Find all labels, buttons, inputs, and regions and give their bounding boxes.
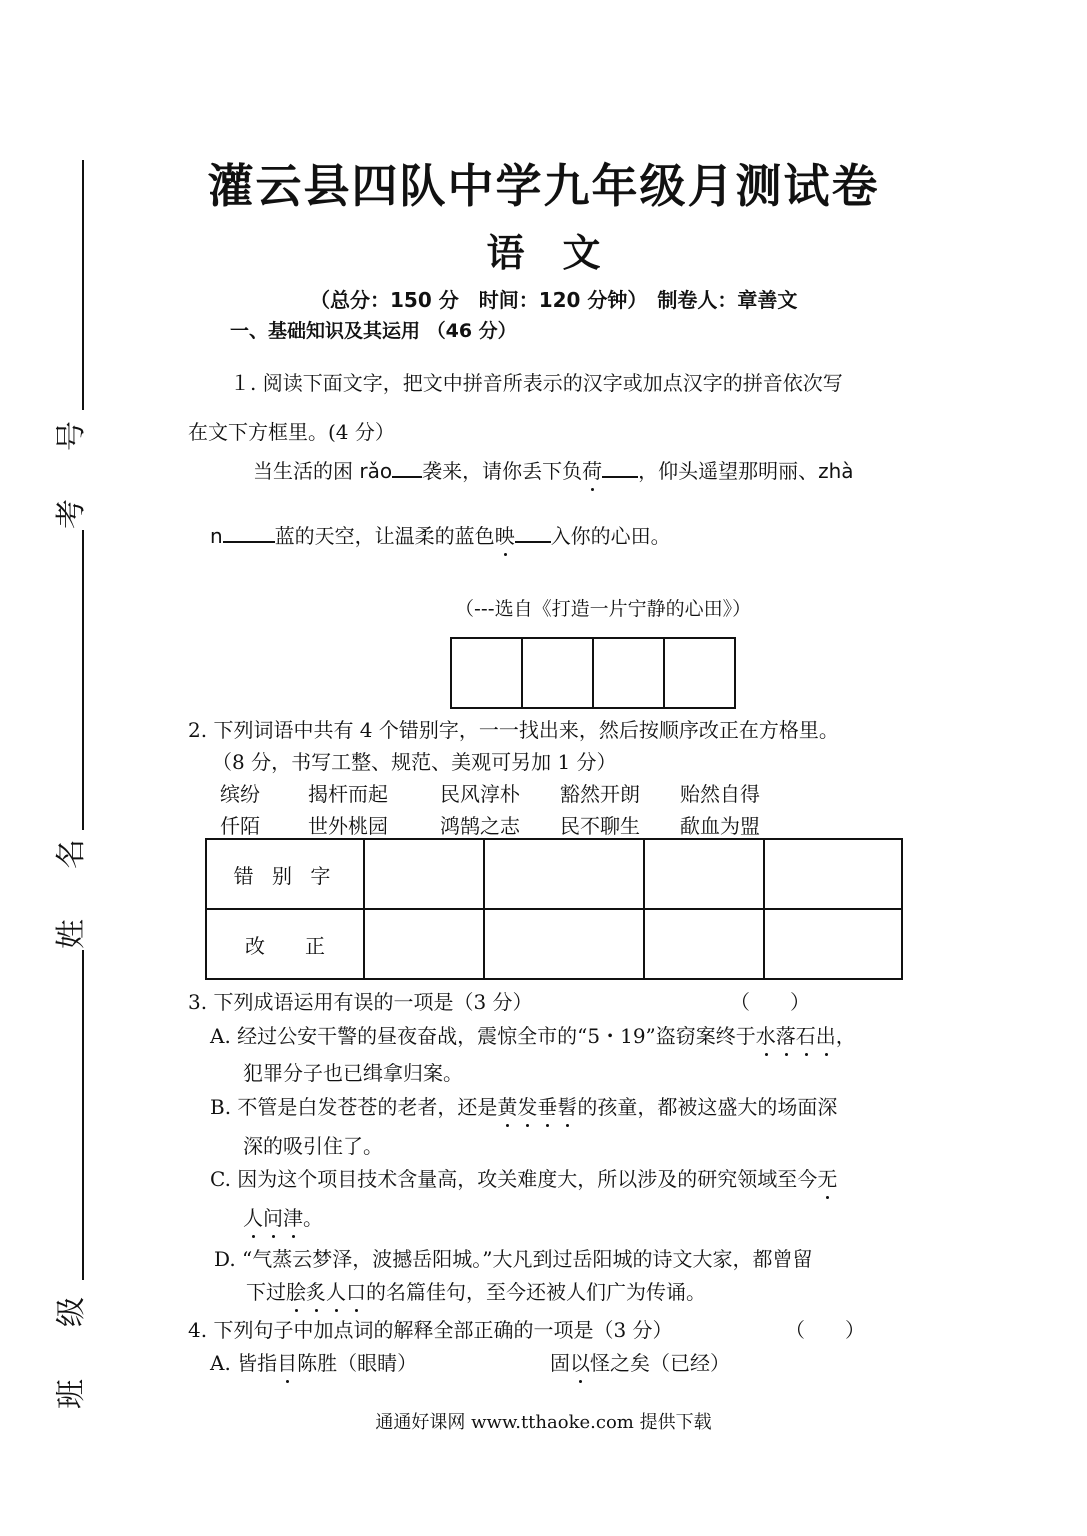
q1-blank-4	[515, 541, 551, 543]
side-line-xingming	[82, 950, 84, 1280]
q3-stem: 3. 下列成语运用有误的一项是（3 分）	[188, 990, 533, 1014]
side-label-hao: 号	[54, 421, 89, 451]
q1-line1: １. 阅读下面文字，把文中拼音所表示的汉字或加点汉字的拼音依次写	[230, 371, 843, 395]
q1-blank-2	[602, 476, 638, 478]
q3-b-idiom	[497, 1095, 577, 1119]
footer-credit: 通通好课网 www.tthaoke.com 提供下载	[375, 1412, 712, 1433]
q2-correction-table	[205, 838, 903, 980]
word: 揭杆而起	[308, 782, 388, 806]
q4-a-left-end: 陈胜（眼睛）	[297, 1351, 418, 1375]
q1-p1a: 当生活的困 rǎo	[253, 459, 393, 483]
q4-option-a-left	[210, 1347, 417, 1376]
side-label-xing: 姓	[54, 919, 89, 949]
q3-option-b-line2: 深的吸引住了。	[243, 1134, 383, 1158]
answer-box[interactable]	[594, 639, 665, 707]
side-label-kao: 考	[54, 499, 89, 529]
q3-option-b-line1	[210, 1091, 837, 1120]
q1-passage-line2	[210, 520, 671, 549]
table-cell[interactable]	[484, 909, 644, 979]
q1-p2b: 蓝的天空，让温柔的蓝色	[274, 524, 495, 548]
table-cell[interactable]	[364, 839, 484, 909]
dotted-char: 水	[755, 1024, 776, 1048]
table-header-wrong: 错 别 字	[206, 839, 364, 909]
dotted-char: 口	[346, 1280, 366, 1304]
q1-passage-line1	[253, 455, 854, 484]
q3-paren: （ ）	[730, 990, 810, 1014]
table-cell[interactable]	[644, 909, 764, 979]
q4-a-right-dotted: 以	[570, 1351, 590, 1375]
dotted-char: 人	[326, 1280, 346, 1304]
q3-option-d-line1: D. “气蒸云梦泽，波撼岳阳城。”大凡到过岳阳城的诗文大家，都曾留	[214, 1247, 813, 1271]
q3-option-c-line2	[243, 1202, 323, 1231]
q1-answer-boxes	[450, 637, 736, 709]
section-heading: 一、基础知识及其运用 （46 分）	[230, 320, 517, 342]
q3-a-text: A. 经过公安干警的昼夜奋战，震惊全市的“5・19”盗窃案终于	[210, 1024, 756, 1048]
q1-p1b: 袭来，请你丢下负	[422, 459, 583, 483]
q3-option-a-line2: 犯罪分子也已缉拿归案。	[243, 1061, 463, 1085]
answer-box[interactable]	[523, 639, 594, 707]
dotted-char: 脍	[286, 1280, 306, 1304]
q3-a-end: ，	[835, 1024, 856, 1048]
word: 豁然开朗	[560, 782, 640, 806]
q4-option-a-right	[550, 1347, 730, 1376]
word: 鸿鹄之志	[440, 814, 520, 838]
q4-a-left-dotted: 目	[277, 1351, 298, 1375]
answer-box[interactable]	[452, 639, 523, 707]
q1-blank-3	[223, 541, 275, 543]
table-cell[interactable]	[764, 839, 902, 909]
dotted-char: 落	[775, 1024, 796, 1048]
side-label-ming: 名	[54, 839, 89, 869]
q4-paren: （ ）	[785, 1318, 865, 1342]
dotted-char: 垂	[537, 1095, 558, 1119]
word: 民风淳朴	[440, 782, 520, 806]
word: 仟陌	[220, 814, 260, 838]
exam-title: 灌云县四队中学九年级月测试卷	[207, 159, 880, 213]
q4-a-right-end: 怪之矣（已经）	[590, 1351, 730, 1375]
table-cell[interactable]	[484, 839, 644, 909]
word: 缤纷	[220, 782, 260, 806]
side-line-kaohao	[82, 530, 84, 830]
word: 贻然自得	[680, 782, 760, 806]
q1-p2a: n	[210, 524, 223, 548]
q1-line2: 在文下方框里。(4 分）	[188, 420, 395, 444]
q2-line2: （8 分，书写工整、规范、美观可另加 1 分）	[212, 750, 617, 774]
q3-d-text: 下过	[246, 1280, 286, 1304]
q1-p2d: 入你的心田。	[550, 524, 671, 548]
q4-a-left-text: A. 皆指	[210, 1351, 278, 1375]
dotted-char: 人	[243, 1206, 263, 1230]
subject-title: 语 文	[486, 231, 601, 275]
q3-c-idiom	[243, 1206, 303, 1230]
q1-p2c: 映	[494, 524, 515, 548]
q4-stem: 4. 下列句子中加点词的解释全部正确的一项是（3 分）	[188, 1318, 673, 1342]
q1-p1c: 荷	[582, 459, 603, 483]
q1-p1d: ，仰头遥望那明丽、zhà	[638, 459, 854, 483]
q4-a-right-text: 固	[550, 1351, 570, 1375]
q3-c-end: 。	[303, 1206, 323, 1230]
word: 歃血为盟	[680, 814, 760, 838]
dotted-char: 石	[795, 1024, 816, 1048]
table-cell[interactable]	[644, 839, 764, 909]
q1-blank-1	[392, 476, 422, 478]
dotted-char: 津	[283, 1206, 303, 1230]
word: 世外桃园	[308, 814, 388, 838]
dotted-char: 发	[517, 1095, 538, 1119]
q3-d-idiom	[286, 1280, 366, 1304]
dotted-char: 黄	[497, 1095, 518, 1119]
side-label-ji: 级	[54, 1297, 89, 1327]
dotted-char: 炙	[306, 1280, 326, 1304]
q3-option-a-line1	[210, 1020, 856, 1049]
dotted-char: 问	[263, 1206, 283, 1230]
q1-source: （---选自《打造一片宁静的心田》）	[455, 598, 752, 620]
q3-option-c-line1	[210, 1163, 837, 1192]
table-cell[interactable]	[764, 909, 902, 979]
q3-c-idiom-start: 无	[817, 1167, 838, 1191]
q3-a-idiom	[756, 1024, 836, 1048]
dotted-char: 出	[815, 1024, 836, 1048]
q3-option-d-line2	[246, 1276, 706, 1305]
exam-info: （总分：150 分 时间：120 分钟） 制卷人：章善文	[310, 288, 798, 312]
table-header-correct: 改 正	[206, 909, 364, 979]
q3-d-end: 的名篇佳句，至今还被人们广为传诵。	[366, 1280, 706, 1304]
q3-b-text: B. 不管是白发苍苍的老者，还是	[210, 1095, 498, 1119]
q3-b-end: 的孩童，都被这盛大的场面深	[577, 1095, 838, 1119]
q2-line1: 2. 下列词语中共有 4 个错别字，一一找出来，然后按顺序改正在方格里。	[188, 718, 839, 742]
table-cell[interactable]	[364, 909, 484, 979]
q3-c-text: C. 因为这个项目技术含量高，攻关难度大，所以涉及的研究领域至今	[210, 1167, 818, 1191]
dotted-char: 髫	[557, 1095, 578, 1119]
side-label-ban: 班	[54, 1379, 89, 1409]
word: 民不聊生	[560, 814, 640, 838]
answer-box[interactable]	[665, 639, 734, 707]
